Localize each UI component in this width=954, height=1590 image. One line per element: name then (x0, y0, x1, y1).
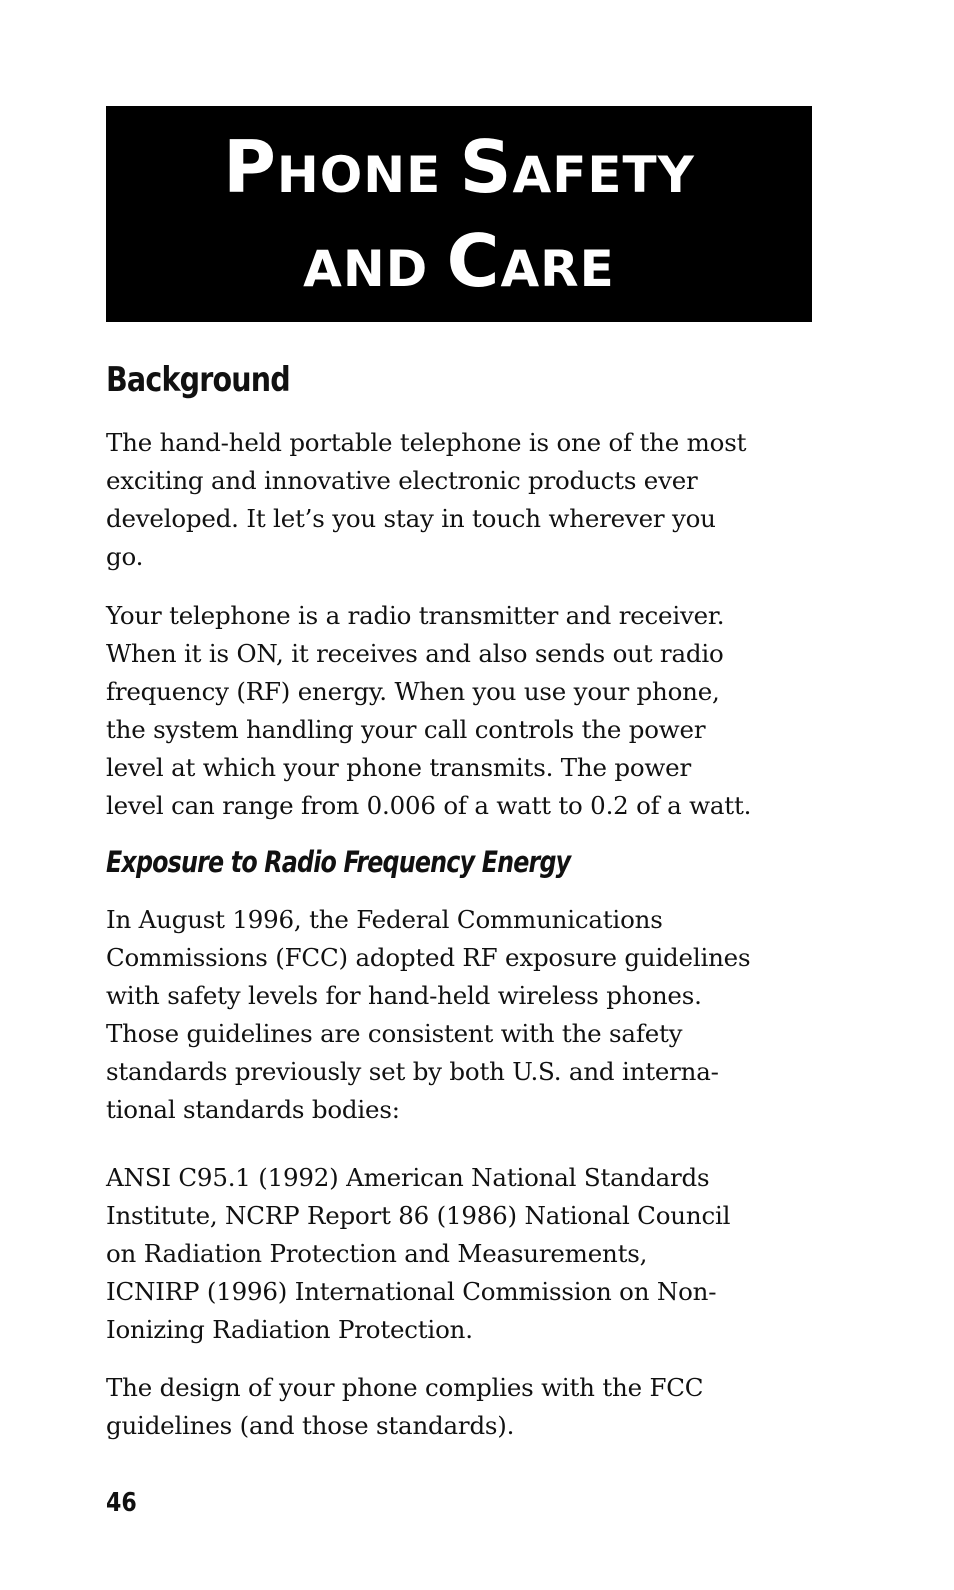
text-line: ANSI C95.1 (1992) American National Standards (106, 1163, 710, 1192)
body-paragraph (106, 901, 826, 1129)
body-paragraph (106, 424, 826, 576)
text-line: The hand-held portable telephone is one of the most (106, 428, 747, 457)
title-initial: S (459, 125, 513, 209)
chapter-title-block (106, 106, 812, 322)
text-line: frequency (RF) energy. When you use your phone, (106, 677, 720, 706)
text-line: ICNIRP (1996) International Commission on Non- (106, 1277, 717, 1306)
text-line: Commissions (FCC) adopted RF exposure guidelines (106, 943, 751, 972)
body-paragraph (106, 597, 826, 825)
text-line: The design of your phone complies with the FCC (106, 1373, 704, 1402)
title-text: ARE (500, 240, 615, 298)
text-line: level at which your phone transmits. The power (106, 753, 691, 782)
text-line: level can range from 0.006 of a watt to 0.2 of a watt. (106, 791, 752, 820)
title-initial: P (223, 125, 277, 209)
title-text: HONE (276, 146, 460, 204)
text-line: with safety levels for hand-held wireless phones. (106, 981, 702, 1010)
body-paragraph (106, 1369, 826, 1445)
text-line: When it is ON, it receives and also sends out radio (106, 639, 724, 668)
text-line: on Radiation Protection and Measurements, (106, 1239, 648, 1268)
text-line: the system handling your call controls the power (106, 715, 706, 744)
text-line: In August 1996, the Federal Communications (106, 905, 663, 934)
text-line: developed. It let’s you stay in touch wherever you (106, 504, 716, 533)
chapter-title-line-2 (303, 214, 615, 308)
text-line: guidelines (and those standards). (106, 1411, 515, 1440)
text-line: Institute, NCRP Report 86 (1986) National Council (106, 1201, 731, 1230)
page-number: 46 (106, 1488, 137, 1518)
title-text: AFETY (512, 146, 695, 204)
text-line: Ionizing Radiation Protection. (106, 1315, 473, 1344)
text-line: exciting and innovative electronic products ever (106, 466, 698, 495)
chapter-title-line-1 (223, 120, 695, 214)
text-line: Those guidelines are consistent with the safety (106, 1019, 683, 1048)
title-text: AND (303, 240, 447, 298)
text-line: tional standards bodies: (106, 1095, 400, 1124)
standards-paragraph (106, 1159, 826, 1349)
section-heading-background: Background (106, 360, 290, 400)
text-line: go. (106, 542, 144, 571)
text-line: Your telephone is a radio transmitter and receiver. (106, 601, 725, 630)
subsection-heading-rf-exposure: Exposure to Radio Frequency Energy (106, 845, 571, 879)
text-line: standards previously set by both U.S. and interna- (106, 1057, 719, 1086)
title-initial: C (446, 219, 501, 303)
